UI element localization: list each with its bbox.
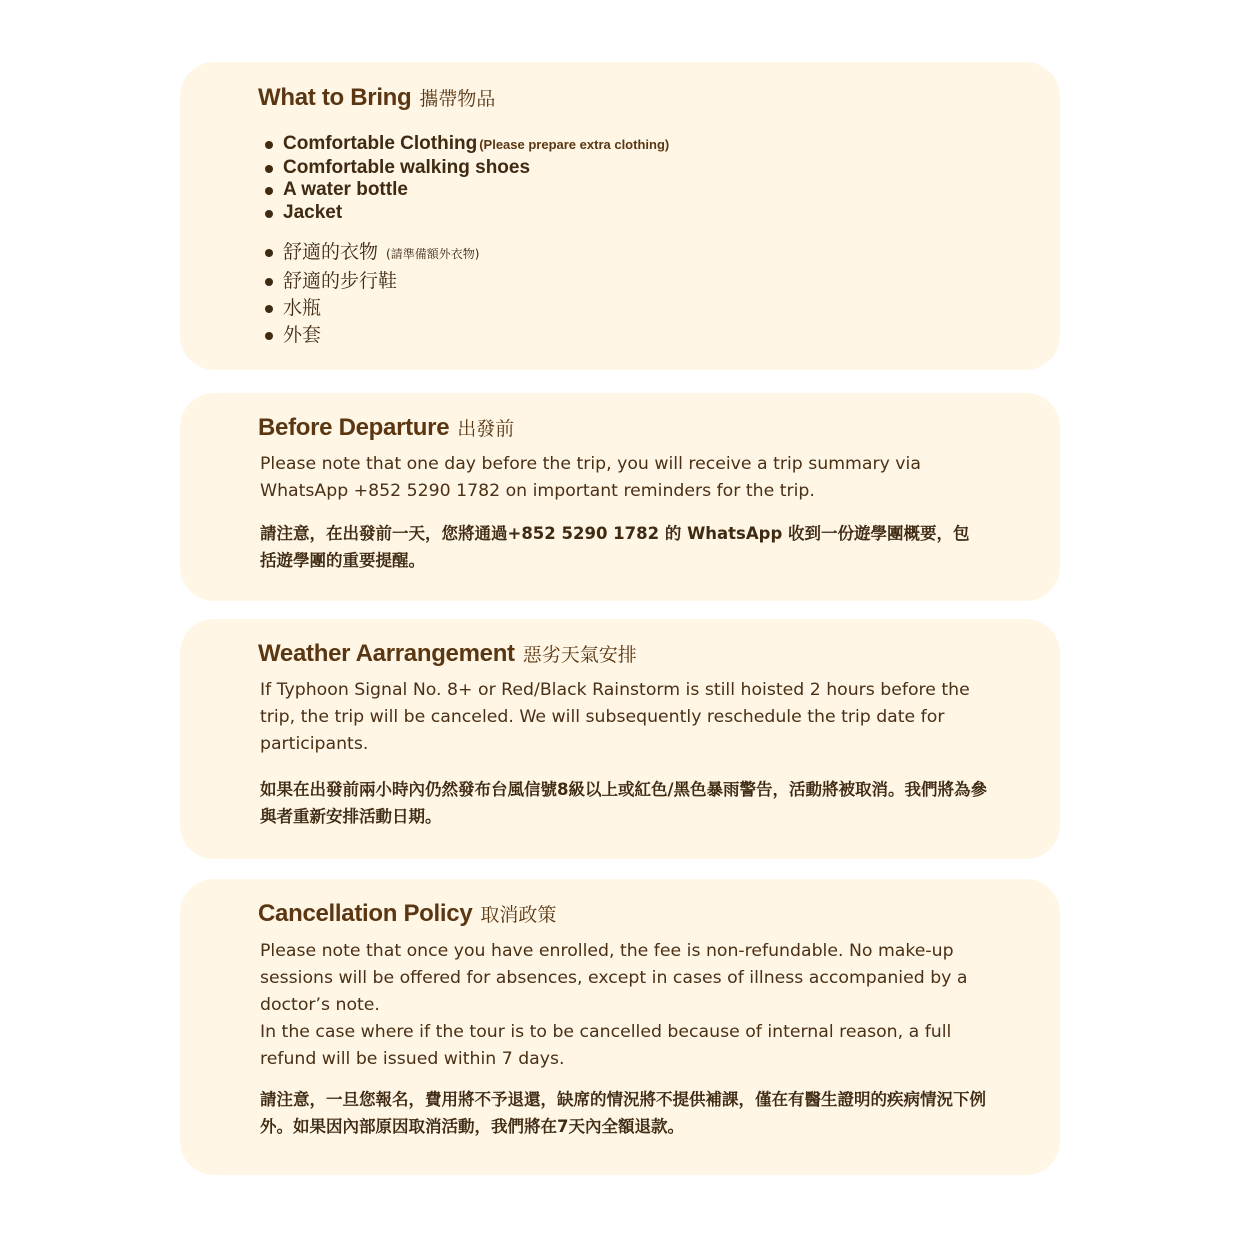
before-departure-card <box>180 393 1060 601</box>
bring-item-label: Comfortable walking shoes <box>283 156 531 178</box>
bullet-icon <box>265 278 273 286</box>
bullet-icon <box>265 141 273 149</box>
list-item <box>265 179 669 202</box>
cancellation-body-zh: 請注意，一旦您報名，費用將不予退還，缺席的情況將不提供補課，僅在有醫生證明的疾病情況下例外。如果因內部原因取消活動，我們將在7天內全額退款。 <box>260 1090 986 1136</box>
bullet-icon <box>265 249 273 257</box>
cancellation-body-en-2: In the case where if the tour is to be cancelled because of internal reason, a full refund will be issued within 7 days. <box>260 1022 952 1069</box>
weather-body-en: If Typhoon Signal No. 8+ or Red/Black Rainstorm is still hoisted 2 hours before the trip, the trip will be canceled. We will subsequently reschedule the trip date for participants. <box>260 680 970 754</box>
bring-item-label-zh: 外套 <box>283 324 322 346</box>
bring-item-label: Jacket <box>283 202 343 224</box>
what-to-bring-heading <box>258 84 495 112</box>
bring-item-label: A water bottle <box>283 179 408 201</box>
before-departure-body-zh: 請注意，在出發前一天，您將通過+852 5290 1782 的 WhatsApp 收到一份遊學團概要，包括遊學團的重要提醒。 <box>260 524 970 570</box>
list-item <box>265 295 479 322</box>
before-departure-body-en: Please note that one day before the trip, you will receive a trip summary via WhatsApp +852 5290 1782 on important reminders for the trip. <box>260 454 921 501</box>
list-item <box>265 133 669 157</box>
weather-arrangement-card <box>180 619 1060 859</box>
before-departure-title-zh: 出發前 <box>457 418 515 440</box>
bring-item-label-zh: 舒適的步行鞋 <box>283 270 398 292</box>
bullet-icon <box>265 210 273 218</box>
list-item <box>265 239 479 268</box>
cancellation-body-en-1: Please note that once you have enrolled, the fee is non-refundable. No make-up sessions will be offered for absences, except in cases of illness accompanied by a doctor’s note. <box>260 941 968 1015</box>
weather-title-zh: 惡劣天氣安排 <box>522 644 637 666</box>
what-to-bring-title-zh: 攜帶物品 <box>419 88 496 110</box>
bring-item-note-zh: (請準備額外衣物) <box>386 247 480 261</box>
weather-body-zh: 如果在出發前兩小時內仍然發布台風信號8級以上或紅色/黑色暴雨警告，活動將被取消。我們將為參與者重新安排活動日期。 <box>260 780 988 826</box>
bullet-icon <box>265 187 273 195</box>
bring-item-label-zh: 舒適的衣物 <box>283 241 379 263</box>
weather-heading <box>258 640 637 668</box>
bullet-icon <box>265 332 273 340</box>
list-item <box>265 268 479 295</box>
bullet-icon <box>265 165 273 173</box>
bring-list-zh <box>265 239 479 349</box>
bring-list-en <box>265 133 669 225</box>
cancellation-heading <box>258 900 556 928</box>
list-item <box>265 157 669 180</box>
bring-item-label-zh: 水瓶 <box>283 297 322 319</box>
what-to-bring-title-en: What to Bring <box>258 84 412 111</box>
cancellation-title-zh: 取消政策 <box>480 904 557 926</box>
list-item <box>265 322 479 349</box>
cancellation-title-en: Cancellation Policy <box>258 900 473 927</box>
before-departure-heading <box>258 414 514 442</box>
cancellation-policy-card <box>180 879 1060 1175</box>
bring-item-note: (Please prepare extra clothing) <box>479 137 670 152</box>
list-item <box>265 202 669 225</box>
weather-title-en: Weather Aarrangement <box>258 640 515 667</box>
before-departure-title-en: Before Departure <box>258 414 450 441</box>
bullet-icon <box>265 305 273 313</box>
what-to-bring-card <box>180 62 1060 370</box>
bring-item-label: Comfortable Clothing <box>283 133 478 154</box>
